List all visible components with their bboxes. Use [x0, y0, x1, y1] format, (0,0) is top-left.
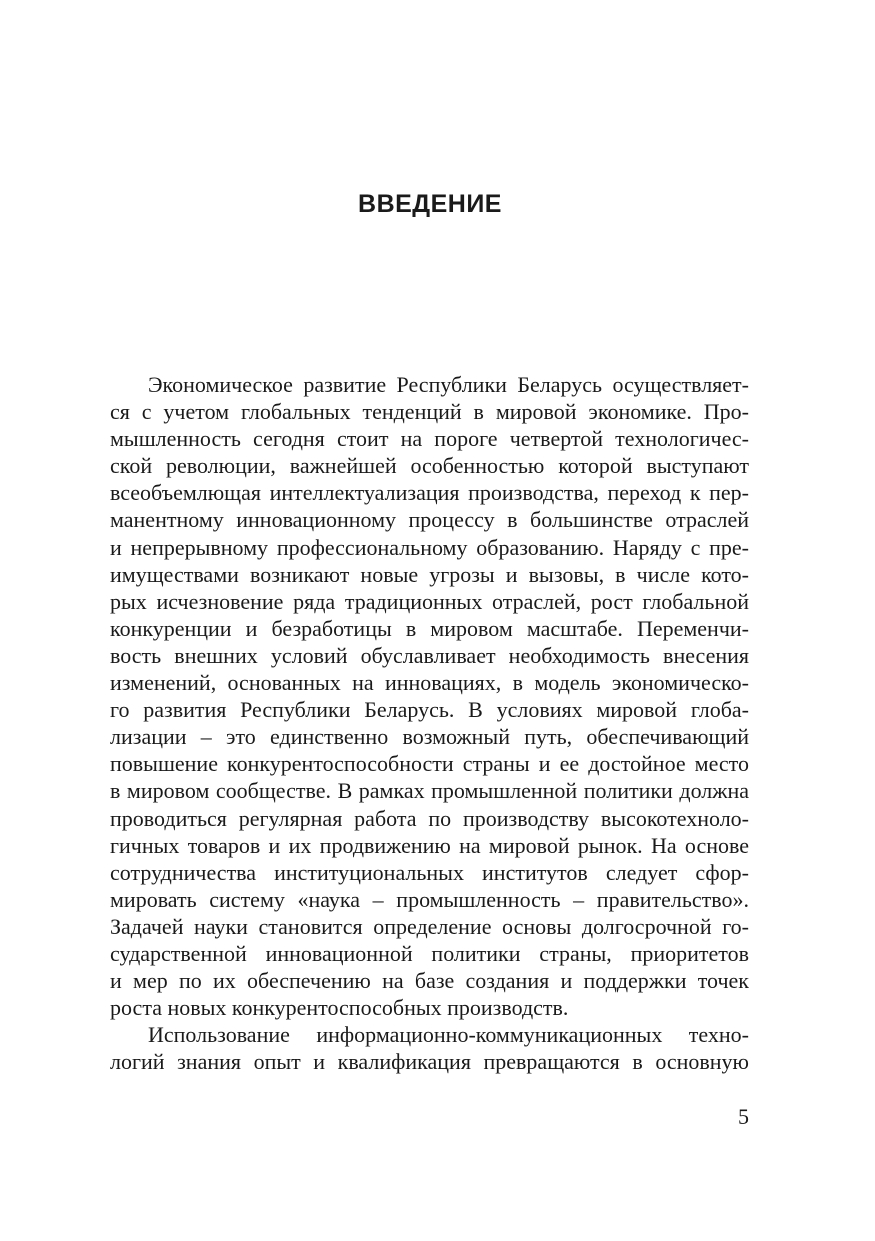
text-line: Использование информационно-коммуникационных техно- — [148, 1022, 749, 1048]
text-line: всеобъемлющая интеллектуализация производства, переход к пер- — [110, 480, 749, 506]
text-line: в мировом сообществе. В рамках промышленной политики должна — [110, 778, 749, 804]
text-line: мировать систему «наука – промышленность – правительство». — [110, 886, 749, 912]
text-line: лизации – это единственно возможный путь, обеспечивающий — [110, 724, 749, 750]
paragraph-1 — [110, 371, 749, 1021]
text-line: проводиться регулярная работа по производству высокотехноло- — [110, 805, 749, 831]
body-text — [110, 371, 749, 1075]
text-line: сударственной инновационной политики страны, приоритетов — [110, 940, 749, 966]
text-line: Задачей науки становится определение основы долгосрочной го- — [110, 913, 749, 939]
text-line: го развития Республики Беларусь. В условиях мировой глоба- — [110, 697, 749, 723]
text-line: изменений, основанных на инновациях, в модель экономическо- — [110, 670, 749, 696]
text-line: мышленность сегодня стоит на пороге четвертой технологичес- — [110, 426, 749, 452]
text-line: и непрерывному профессиональному образованию. Наряду с пре- — [110, 534, 749, 560]
text-line: и мер по их обеспечению на базе создания и поддержки точек — [110, 968, 749, 994]
text-line: ся с учетом глобальных тенденций в мировой экономике. Про- — [110, 399, 749, 425]
text-line: гичных товаров и их продвижению на мировой рынок. На основе — [110, 832, 749, 858]
text-line: вость внешних условий обуславливает необходимость внесения — [110, 642, 749, 668]
text-line: Экономическое развитие Республики Беларусь осуществляет- — [148, 372, 749, 397]
page-number: 5 — [738, 1104, 749, 1129]
text-line: повышение конкурентоспособности страны и ее достойное место — [110, 751, 749, 777]
text-line: роста новых конкурентоспособных производств. — [110, 995, 569, 1021]
text-line: логий знания опыт и квалификация превращаются в основную — [110, 1049, 749, 1075]
text-line: сотрудничества институциональных институтов следует сфор- — [110, 859, 749, 885]
page-title: ВВЕДЕНИЕ — [358, 190, 502, 218]
text-line: конкуренции и безработицы в мировом масштабе. Переменчи- — [110, 615, 749, 641]
text-line: манентному инновационному процессу в большинстве отраслей — [110, 507, 749, 533]
text-line: ской революции, важнейшей особенностью которой выступают — [110, 453, 749, 479]
text-line: рых исчезновение ряда традиционных отраслей, рост глобальной — [110, 588, 749, 614]
paragraph-2 — [110, 1021, 749, 1075]
text-line: имуществами возникают новые угрозы и вызовы, в числе кото- — [110, 561, 749, 587]
